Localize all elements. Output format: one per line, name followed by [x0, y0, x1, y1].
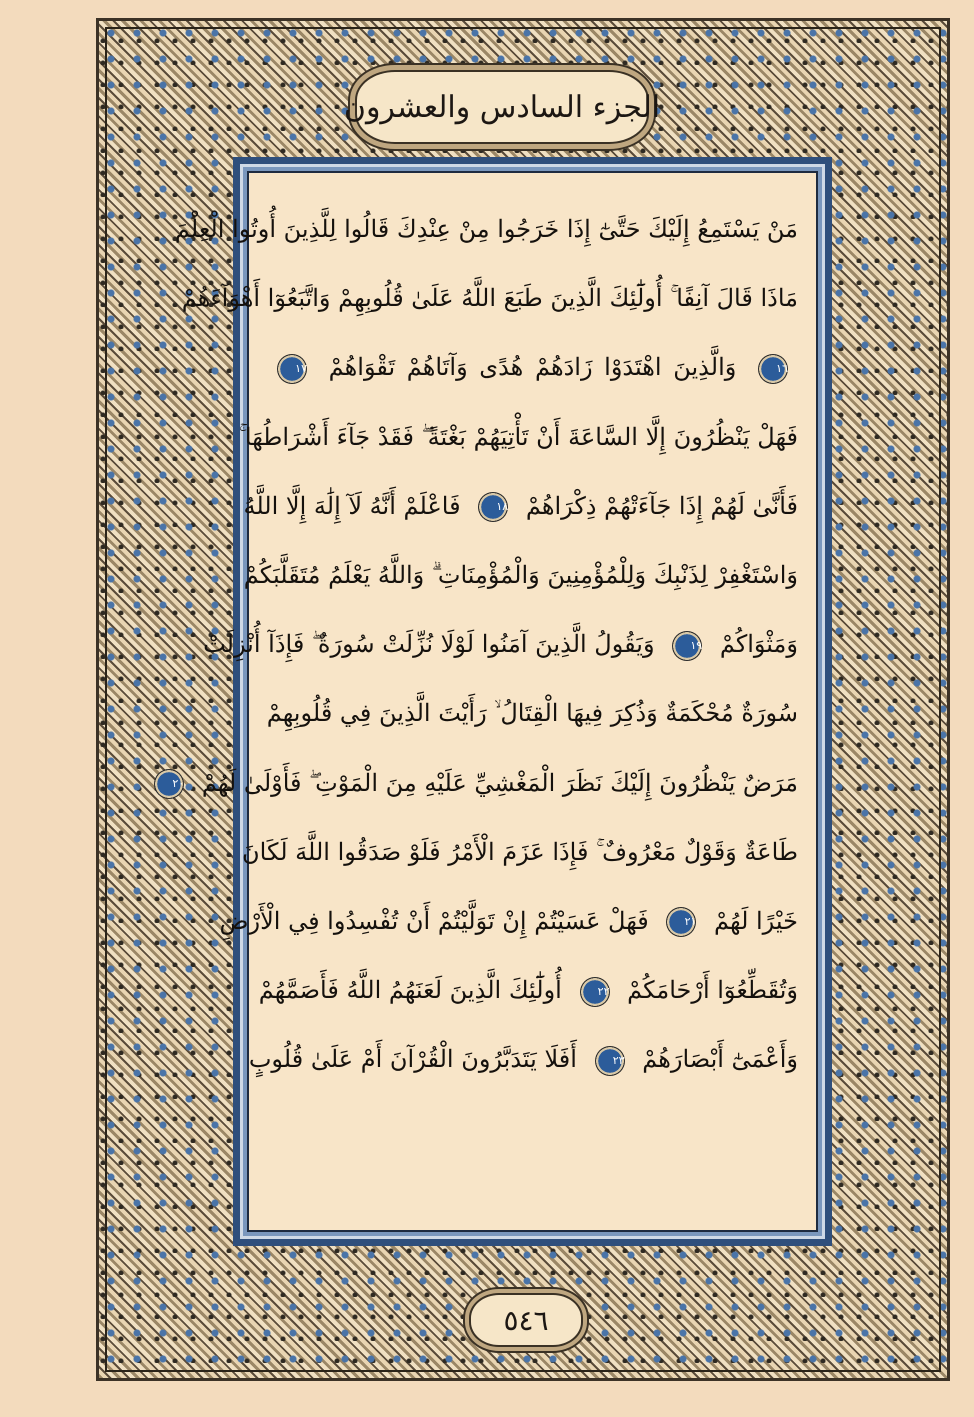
juz-title: الجزء السادس والعشرون: [343, 89, 661, 125]
verse-text: خَيْرًا لَهُمْ: [714, 906, 798, 935]
verse-line: [172, 749, 798, 818]
verse-line: [242, 818, 798, 887]
verse-text: وَالَّذِينَ اهْتَدَوْا زَادَهُمْ هُدًى وَآتَاهُمْ تَقْوَاهُمْ: [328, 353, 737, 382]
juz-header-cartouche: [343, 70, 661, 144]
ayah-number-marker: ٢٢: [580, 977, 610, 1007]
verse-text: مَرَضٌ يَنْظُرُونَ إِلَيْكَ نَظَرَ الْمَغْشِيِّ عَلَيْهِ مِنَ الْمَوْتِ ۖ فَأَوْلَىٰ لَهُمْ: [201, 768, 798, 797]
verse-text: وَأَعْمَىٰٓ أَبْصَارَهُمْ: [642, 1045, 798, 1074]
verse-line: [267, 333, 798, 402]
verse-text: فَاعْلَمْ أَنَّهُ لَآ إِلَٰهَ إِلَّا اللَّهُ: [243, 491, 461, 520]
verse-text: وَتُقَطِّعُوٓا أَرْحَامَكُمْ: [627, 976, 798, 1005]
page-number: ٥٤٦: [503, 1303, 549, 1337]
verse-text: وَيَقُولُ الَّذِينَ آمَنُوا لَوْلَا نُزِّلَتْ سُورَةٌ ۖ فَإِذَآ أُنْزِلَتْ: [203, 630, 655, 659]
verse-line: [258, 956, 798, 1025]
verse-text: أَفَلَا يَتَدَبَّرُونَ الْقُرْآنَ أَمْ عَلَىٰ قُلُوبٍ: [248, 1045, 577, 1074]
ayah-number-marker: ٢٣: [595, 1046, 625, 1076]
verse-text: فَهَلْ عَسَيْتُمْ إِنْ تَوَلَّيْتُمْ أَنْ تُفْسِدُوا فِي الْأَرْضِ: [219, 906, 649, 935]
verse-line: [243, 541, 798, 610]
verse-line: [243, 472, 798, 541]
text-frame: [172, 157, 832, 1246]
verse-line: [181, 264, 798, 333]
verse-text: طَاعَةٌ وَقَوْلٌ مَعْرُوفٌ ۚ فَإِذَا عَزَمَ الْأَمْرُ فَلَوْ صَدَقُوا اللَّهَ لَكَانَ: [242, 837, 798, 866]
ayah-number-marker: ١٩: [672, 631, 702, 661]
verse-text: فَهَلْ يَنْظُرُونَ إِلَّا السَّاعَةَ أَنْ تَأْتِيَهُمْ بَغْتَةً ۖ فَقَدْ جَآءَ أَشْرَاطُهَا ۚ: [238, 422, 798, 451]
verse-line: [267, 679, 798, 748]
ayah-number-marker: ٢١: [666, 907, 696, 937]
ayah-number-marker: ١٨: [478, 492, 508, 522]
verse-line: [174, 195, 798, 264]
ayah-number-marker: ٢٠: [154, 769, 184, 799]
verse-text: وَمَثْوَاكُمْ: [719, 630, 798, 659]
verse-text: مَنْ يَسْتَمِعُ إِلَيْكَ حَتَّىٰٓ إِذَا خَرَجُوا مِنْ عِنْدِكَ قَالُوا لِلَّذِينَ أُوتُوا الْعِلْمَ: [174, 215, 798, 243]
ayah-number-marker: ١٧: [277, 354, 307, 384]
verse-text-area: [172, 171, 818, 1232]
verse-line: [203, 610, 798, 679]
verse-text: مَاذَا قَالَ آنِفًا ۚ أُولَٰٓئِكَ الَّذِينَ طَبَعَ اللَّهُ عَلَىٰ قُلُوبِهِمْ وَاتَّبَعُوٓا أَهْوَآءَهُمْ: [181, 284, 798, 313]
ayah-number-marker: ١٦: [758, 354, 788, 384]
verse-text: وَاسْتَغْفِرْ لِذَنْبِكَ وَلِلْمُؤْمِنِينَ وَالْمُؤْمِنَاتِ ۗ وَاللَّهُ يَعْلَمُ مُتَقَلَّبَكُمْ: [243, 560, 798, 589]
verse-line: [248, 1025, 798, 1094]
verse-text: فَأَنَّىٰ لَهُمْ إِذَا جَآءَتْهُمْ ذِكْرَاهُمْ: [525, 491, 798, 520]
verse-text: سُورَةٌ مُحْكَمَةٌ وَذُكِرَ فِيهَا الْقِتَالُ ۙ رَأَيْتَ الَّذِينَ فِي قُلُوبِهِمْ: [266, 699, 798, 728]
verse-line: [238, 403, 798, 472]
verse-text: أُولَٰٓئِكَ الَّذِينَ لَعَنَهُمُ اللَّهُ فَأَصَمَّهُمْ: [258, 976, 562, 1005]
page-number-cartouche: [469, 1293, 583, 1347]
verse-line: [219, 887, 798, 956]
